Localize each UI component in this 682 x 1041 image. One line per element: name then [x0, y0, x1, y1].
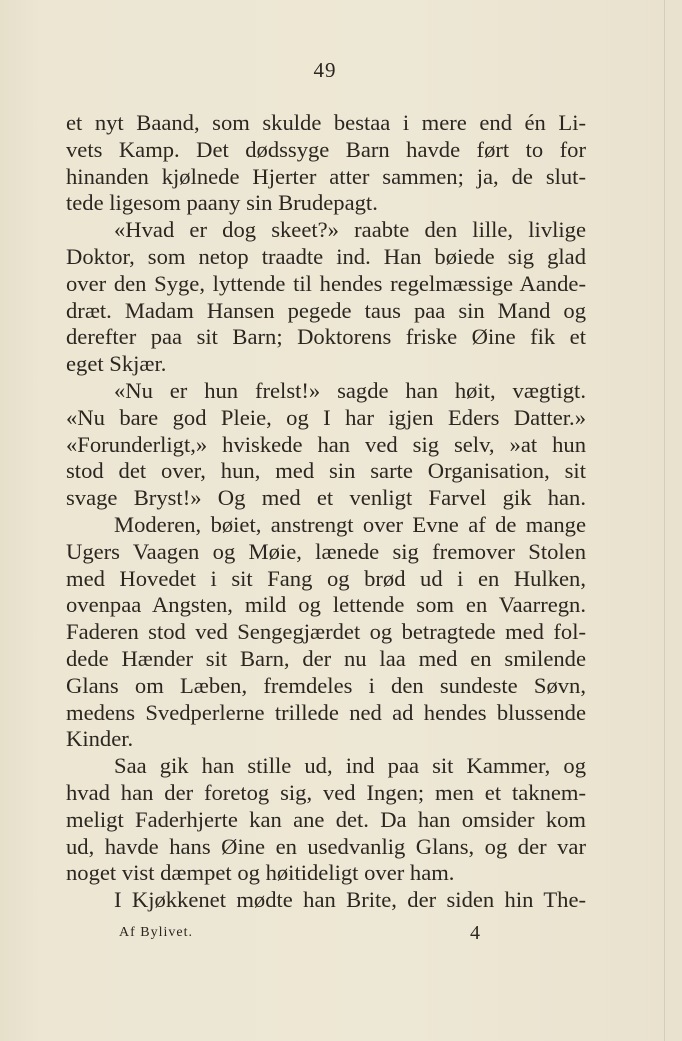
page-edge	[664, 0, 665, 1041]
text-line: ud, havde hans Øine en usedvanlig Glans, og der var	[66, 833, 586, 859]
text-line: noget vist dæmpet og høitideligt over ham.	[66, 860, 455, 886]
text-line: Kinder.	[66, 726, 134, 752]
text-line: stod det over, hun, med sin sarte Organisation, sit	[66, 458, 586, 484]
text-line: hvad han der foretog sig, ved Ingen; men et taknem-	[66, 779, 586, 805]
text-line: meligt Faderhjerte kan ane det. Da han omsider kom	[66, 806, 586, 832]
text-line: over den Syge, lyttende til hendes regelmæssige Aande-	[66, 270, 586, 296]
body-text	[66, 110, 586, 914]
text-line: Doktor, som netop traadte ind. Han bøiede sig glad	[66, 243, 586, 269]
text-line: eget Skjær.	[66, 351, 167, 377]
text-line: hinanden kjølnede Hjerter atter sammen; ja, de slut-	[66, 163, 586, 189]
text-line: «Forunderligt,» hviskede han ved sig selv, »at hun	[66, 431, 586, 457]
text-line: ovenpaa Angsten, mild og lettende som en Vaarregn.	[66, 592, 586, 618]
text-line: med Hovedet i sit Fang og brød ud i en Hulken,	[66, 565, 586, 591]
text-line: Glans om Læben, fremdeles i den sundeste Søvn,	[66, 672, 586, 698]
text-line: derefter paa sit Barn; Doktorens friske Øine fik et	[66, 324, 586, 350]
text-line: Saa gik han stille ud, ind paa sit Kammer, og	[114, 753, 586, 779]
text-line: dræt. Madam Hansen pegede taus paa sin Mand og	[66, 297, 586, 323]
text-line: tede ligesom paany sin Brudepagt.	[66, 190, 378, 216]
text-line: I Kjøkkenet mødte han Brite, der siden hin The-	[114, 887, 586, 913]
text-line: «Hvad er dog skeet?» raabte den lille, livlige	[114, 217, 586, 243]
text-line: Faderen stod ved Sengegjærdet og betragtede med fol-	[66, 619, 586, 645]
text-line: Ugers Vaagen og Møie, lænede sig fremover Stolen	[66, 538, 586, 564]
text-line: medens Svedperlerne trillede ned ad hendes blussende	[66, 699, 586, 725]
page-number: 49	[313, 58, 337, 82]
text-line: et nyt Baand, som skulde bestaa i mere end én Li-	[66, 110, 586, 135]
text-line: svage Bryst!» Og med et venligt Farvel gik han.	[66, 485, 586, 511]
footer-signature: Af Bylivet.	[119, 925, 193, 940]
text-line: Moderen, bøiet, anstrengt over Evne af de mange	[114, 511, 586, 537]
text-line: «Nu er hun frelst!» sagde han høit, vægtigt.	[114, 377, 586, 403]
footer-sheet-number: 4	[470, 922, 480, 944]
text-line: «Nu bare god Pleie, og I har igjen Eders Datter.»	[66, 404, 586, 430]
text-line: dede Hænder sit Barn, der nu laa med en smilende	[66, 645, 586, 671]
text-line: vets Kamp. Det dødssyge Barn havde ført to for	[66, 136, 586, 162]
